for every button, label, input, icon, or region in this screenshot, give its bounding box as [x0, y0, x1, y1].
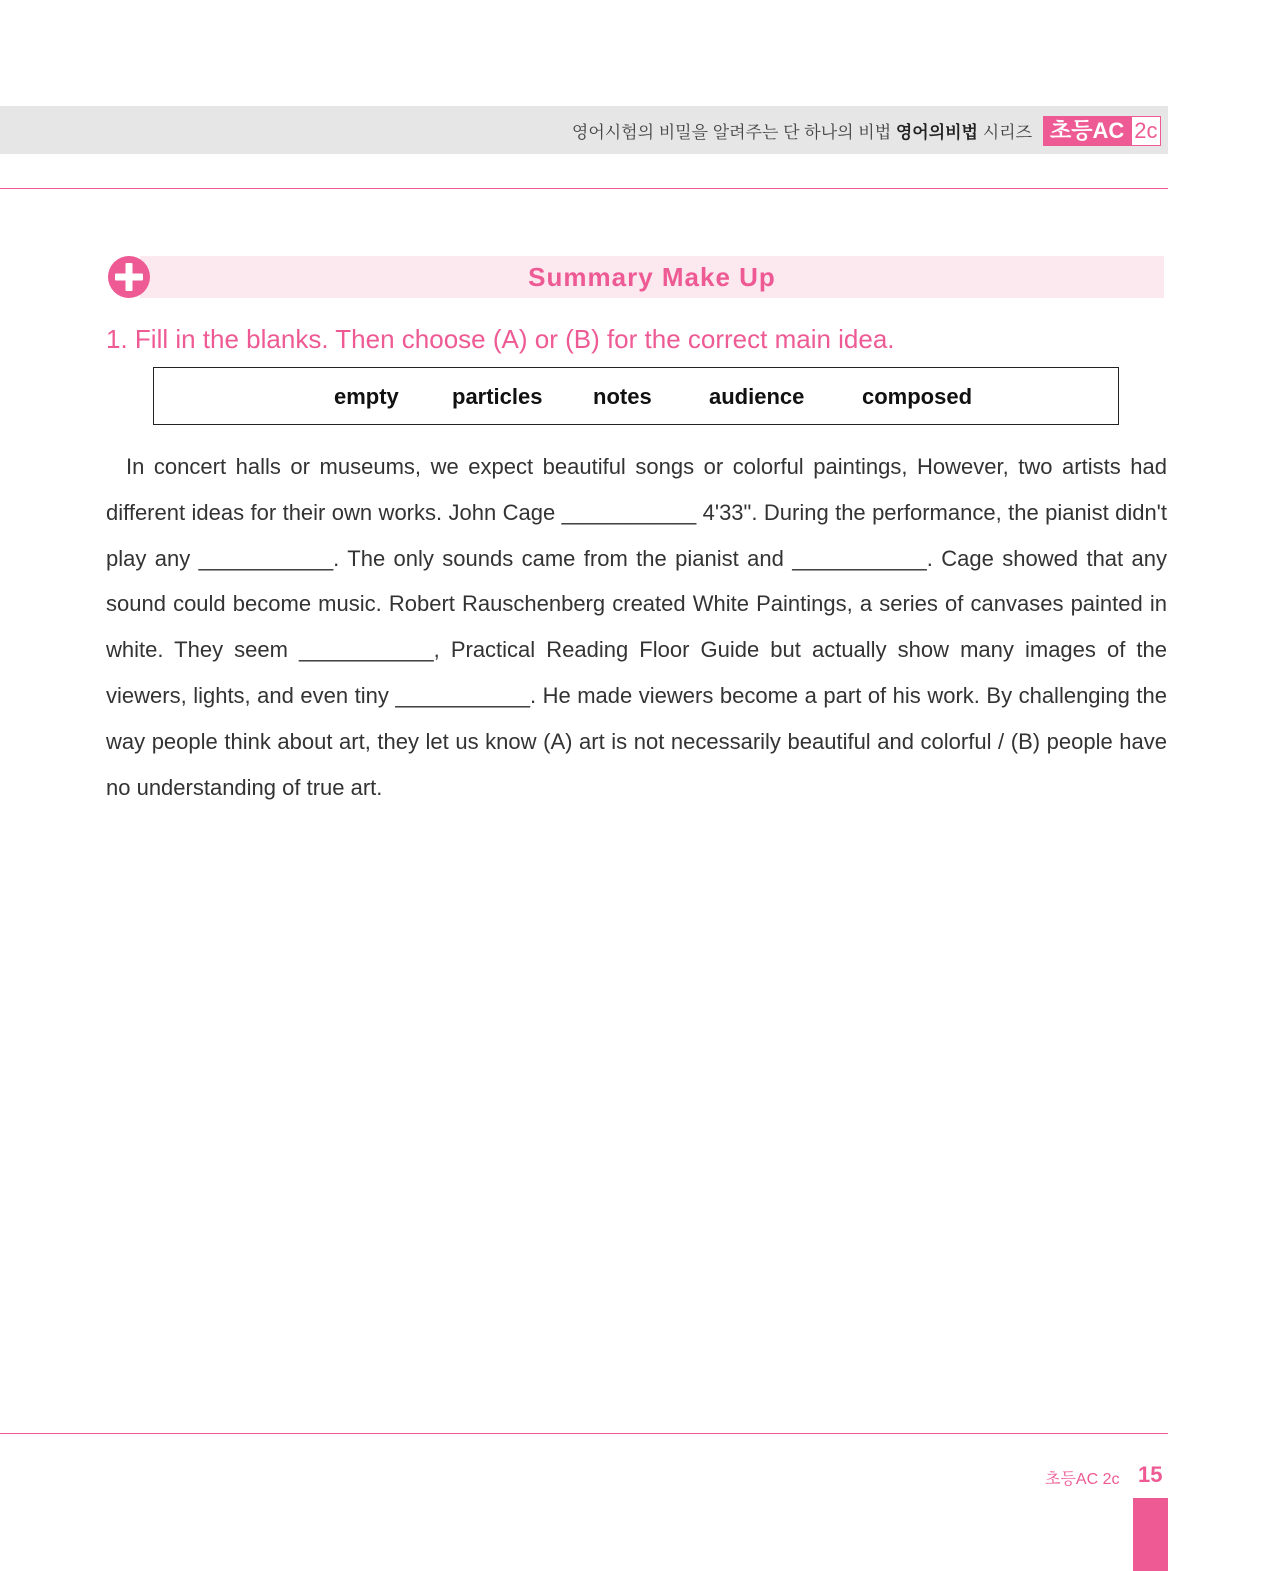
page-edge-tab: [1133, 1498, 1168, 1571]
word-bank-item: composed: [862, 384, 973, 409]
word-bank-item: notes: [593, 384, 652, 409]
section-title: Summary Make Up: [528, 262, 776, 292]
passage-text: In concert halls or museums, we expect beautiful songs or colorful paintings, However, two artists had different ideas for their own works. John Cage ___________ 4'33". During the performance, the pianist didn't play any ___________. The only sounds came from the pianist and ___________. Cage showed that any sound could become music. Robert Rauschenberg created White Paintings, a series of canvases painted in white. They seem ___________, Practical Reading Floor Guide but actually show many images of the viewers, lights, and even tiny ___________. He made viewers become a part of his work. By challenging the way people think about art, they let us know (A) art is not necessarily beautiful and colorful / (B) people have no understanding of true art.: [106, 454, 1167, 800]
series-badge-main: 초등AC: [1043, 116, 1131, 146]
header-text-before: 영어시험의 비밀을 알려주는 단 하나의 비법: [571, 123, 892, 142]
word-bank-item: particles: [452, 384, 543, 409]
word-bank-item: audience: [709, 384, 805, 409]
word-bank: [153, 367, 1119, 425]
question-prompt: 1. Fill in the blanks. Then choose (A) or (B) for the correct main idea.: [106, 324, 895, 354]
series-badge-sub: 2c: [1131, 116, 1160, 146]
top-divider: [0, 188, 1168, 189]
header-text-bold: 영어의비법: [895, 123, 978, 142]
header-text-after: 시리즈: [982, 123, 1032, 142]
series-badge: [1043, 116, 1161, 146]
word-bank-item: empty: [334, 384, 399, 409]
page-number: 15: [1138, 1462, 1163, 1487]
footer-series-label: 초등AC 2c: [1045, 1471, 1120, 1488]
summary-passage: [106, 444, 1167, 810]
series-header-text: [572, 118, 1032, 143]
bottom-divider: [0, 1433, 1168, 1434]
